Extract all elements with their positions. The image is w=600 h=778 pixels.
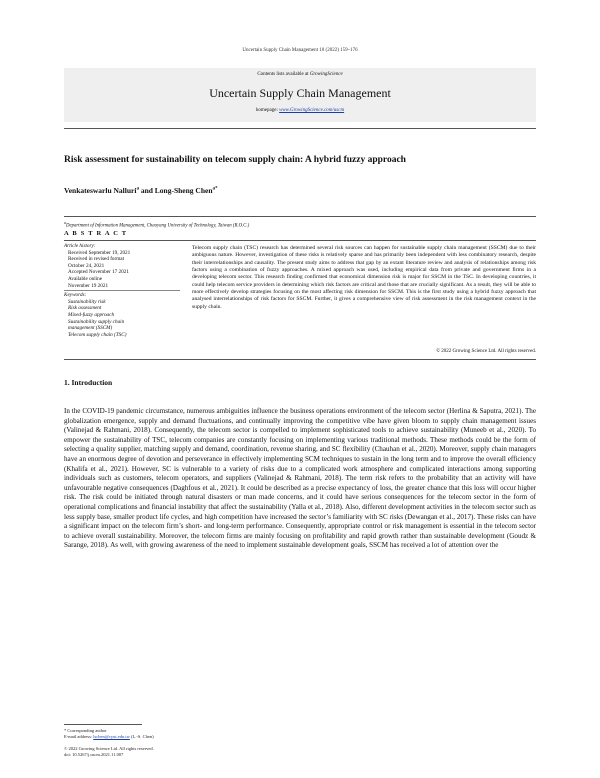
keywords-label: Keywords:: [64, 292, 87, 299]
email-link[interactable]: lschen@cyut.edu.tw: [93, 734, 130, 739]
keyword: Risk assessment: [68, 305, 102, 312]
author-joiner: and: [138, 186, 155, 195]
author-1: Venkateswarlu Nalluri: [64, 186, 137, 195]
abstract-rule: [64, 240, 536, 241]
history-line: Received in revised format: [68, 256, 125, 263]
homepage-label: homepage:: [255, 108, 280, 113]
history-line: Received September 19, 2021: [68, 249, 131, 256]
homepage-line: [0, 108, 600, 113]
author-1-affiliation-mark: a: [136, 186, 139, 192]
homepage-link[interactable]: www.GrowingScience.com/uscm: [279, 108, 345, 113]
running-header: Uncertain Supply Chain Management 10 (2022) 159–176: [242, 48, 358, 53]
available-site: GrowingScience: [309, 72, 343, 77]
body-paragraph: In the COVID-19 pandemic circumstance, numerous ambiguities influence the business operations environment of the telecom sector (Herlina & Saputra, 2021). The globalization emergence, supply and demand fluctuations, and continually improving the competitive vibe have given bloom to supply chain management issues (Valinejad & Rahmani, 2018). Consequently, the telecom sector is compelled to implement sophisticated tools to achieve sustainability (Muneeb et al., 2020). To empower the sustainability of TSC, telecom companies are constantly focusing on implementing various traditional methods. These methods could be the form of selecting a quality supplier, matching supply and demand, coordination, revenue sharing, and SC flexibility (Chauhan et al., 2020). Moreover, supply chain managers have an enormous degree of devotion and perseverance in effectively implementing SCM techniques to sustain in the long term and to improve the overall efficiency (Khalifa et al., 2021). However, SC is vulnerable to a variety of risks due to a complicated work atmosphere and complicated interactions among supporting individuals such as customers, telecom operators, and suppliers (Valinejad & Rahmani, 2018). The term risk refers to the probability that an activity will have unfavourable negative consequences (Daghfous et al., 2021). It could be described as a precise expectancy of loss, the greater chance that this loss will occur higher risk. The risk could be initiated through natural disasters or man made concerns, and it could have serious consequences for the telecom sector in the form of operational complications and financial instability that affect the sustainability (Yalla et al., 2018). Also, different development activities in the telecom sector such as less supply base, smaller product life cycles, and high competition have increased the sector’s familiarity with SC risks (Dewangan et al., 2017). These risks can have a significant impact on the telecom firm’s short- and long-term performance. Consequently, appropriate control or risk management is essential in the telecom sector to achieve overall sustainability. Moreover, the telecom firms are mainly focusing on profitability and rapid growth rather than sustainable development (Goudz & Sarange, 2018). As well, with growing awareness of the need to implement sustainable development goals, SSCM has received a lot of attention over the: [64, 407, 536, 550]
journal-name: Uncertain Supply Chain Management: [209, 86, 391, 100]
email-label: E-mail address:: [64, 734, 94, 739]
keyword: Mixed-fuzzy approach: [68, 311, 115, 318]
keyword: Sustainability supply chain: [68, 318, 125, 325]
abstract-heading: A B S T R A C T: [64, 230, 128, 237]
keyword: Telecom supply chain (TSC): [68, 331, 127, 338]
header-rule: [64, 128, 536, 129]
email-note: [64, 734, 154, 739]
article-title: Risk assessment for sustainability on telecom supply chain: A hybrid fuzzy approach: [64, 155, 406, 165]
affiliation-rule: [64, 216, 536, 217]
history-line: October 24, 2021: [68, 262, 105, 269]
abstract-copyright: © 2022 Growing Science Ltd. All rights reserved.: [436, 349, 536, 354]
history-line: Accepted November 17 2021: [68, 269, 129, 276]
section-heading: 1. Introduction: [64, 378, 113, 387]
introduction-body: [64, 407, 536, 551]
contents-available-line: [0, 72, 600, 77]
history-line: November 19 2021: [68, 282, 109, 289]
doi: doi: 10.5267/j.uscm.2021.11.007: [64, 752, 124, 757]
history-line: Available online: [68, 275, 103, 282]
history-label: Article history:: [64, 243, 96, 249]
author-2-affiliation-mark: a*: [212, 186, 218, 192]
affiliation: [64, 220, 249, 229]
affiliation-mark: a: [64, 220, 66, 225]
info-divider: [64, 290, 180, 291]
available-prefix: Contents lists available at: [257, 72, 310, 77]
authors: [64, 186, 218, 195]
footer-copyright: © 2022 Growing Science Ltd. All rights reserved.: [64, 746, 154, 751]
affiliation-text: Department of Information Management, Chaoyang University of Technology, Taiwan (R.O.C.): [66, 223, 250, 229]
author-2: Long-Sheng Chen: [154, 186, 213, 195]
article-info-column: [64, 243, 180, 338]
email-suffix: (L.-S. Chen): [129, 734, 154, 739]
abstract-text: Telecom supply chain (TSC) research has determined several risk sources can happen for sustainable supply chain management (SSCM) due to their ambiguous nature. However, investigation of these risks is relatively sparse and has primarily been independent with less combinatory research, despite their interrelationships and causality. The present study aims to address that gap by an extant literature review and analysis of relationships among risk factors using a combination of fuzzy approaches. A mixed approach was used, including empirical data from private and government firms in a developing telecom sector. This research finding confirmed that economical dimension risk is major for SSCM in the TSC. In developing countries, it could help telecom service providers in determining which risk factors are critical and those that are crucially significant. As a result, they will be able to more effectively develop strategies focusing on the most affecting risk dimension for SSCM. This is the first study using a hybrid fuzzy approach that analysed interrelationships of risk factors for SSCM. Further, it gives a comprehensive view of risk assessment in the risk management context in the supply chain.: [192, 245, 536, 310]
footnote-rule: [64, 724, 142, 725]
abstract-bottom-rule: [64, 359, 536, 360]
corresponding-author-note: * Corresponding author: [64, 728, 107, 733]
keyword: management (SSCM): [68, 325, 113, 332]
keyword: Sustainability risk: [68, 298, 106, 305]
